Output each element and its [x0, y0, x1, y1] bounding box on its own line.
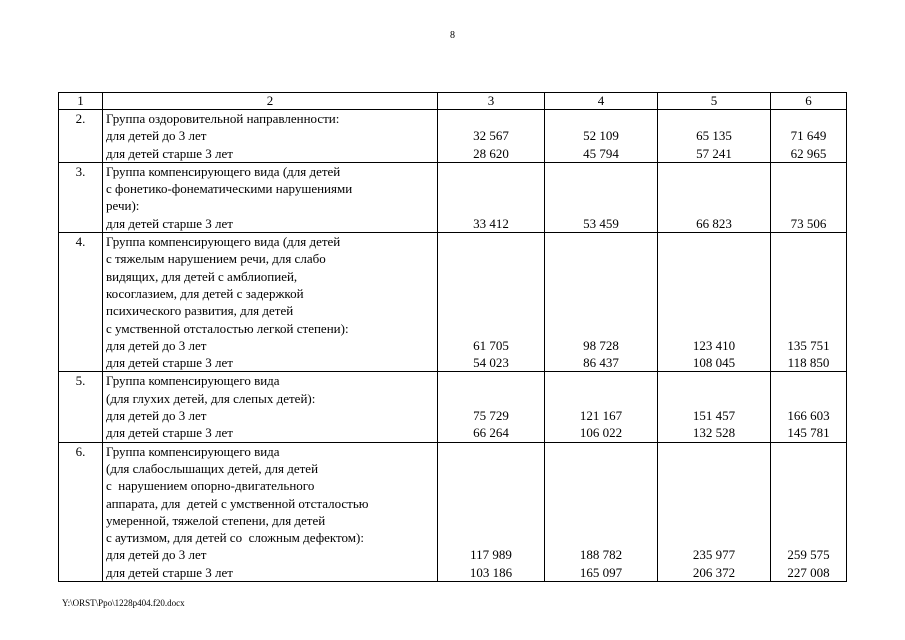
value-cell-c6: [771, 162, 847, 232]
header-col-3: 3: [438, 93, 545, 110]
value: 151 457: [692, 408, 736, 424]
value-cell-c5: [658, 372, 771, 442]
description-line: с фонетико-фонематическими нарушениями: [106, 181, 353, 197]
footer-file-path: Y:\ORST\Ppo\1228p404.f20.docx: [62, 598, 185, 608]
row-number: 2.: [59, 110, 103, 163]
header-col-2: 2: [103, 93, 438, 110]
value-cell-c6: [771, 233, 847, 372]
row-description: [103, 442, 438, 581]
value-cell-c5: [658, 110, 771, 163]
table-row: [59, 233, 847, 372]
value-cell-c4: [545, 110, 658, 163]
value: 61 705: [473, 337, 509, 353]
value: 108 045: [692, 355, 736, 371]
table-row: [59, 110, 847, 163]
value-cell-c3: [438, 442, 545, 581]
row-number: 4.: [59, 233, 103, 372]
value: 118 850: [787, 355, 830, 371]
tariff-table: [58, 92, 847, 582]
table-row: [59, 372, 847, 442]
value-cell-c4: [545, 162, 658, 232]
value: 98 728: [583, 337, 619, 353]
value: 227 008: [787, 564, 830, 580]
table-row: [59, 162, 847, 232]
value: 121 167: [579, 408, 623, 424]
header-col-6: 6: [771, 93, 847, 110]
value-cell-c3: [438, 162, 545, 232]
value: 32 567: [473, 128, 509, 144]
description-line: с тяжелым нарушением речи, для слабо: [106, 251, 326, 267]
value-cell-c3: [438, 372, 545, 442]
value-cell-c6: [771, 110, 847, 163]
row-number: 5.: [59, 372, 103, 442]
value: 66 823: [696, 215, 732, 231]
value: 28 620: [473, 145, 509, 161]
value: 75 729: [473, 408, 509, 424]
value-cell-c6: [771, 372, 847, 442]
description-line: Группа оздоровительной направленности:: [106, 111, 340, 126]
description-line: для детей старше 3 лет: [106, 215, 233, 231]
value: 188 782: [579, 547, 623, 563]
description-line: косоглазием, для детей с задержкой: [106, 285, 304, 301]
value: 135 751: [787, 337, 830, 353]
value: 71 649: [790, 128, 827, 144]
value: 235 977: [692, 547, 736, 563]
value-cell-c6: [771, 442, 847, 581]
header-col-1: 1: [59, 93, 103, 110]
description-line: Группа компенсирующего вида (для детей: [106, 234, 341, 250]
row-description: [103, 372, 438, 442]
value: 86 437: [583, 355, 619, 371]
value: 123 410: [692, 337, 736, 353]
row-number: 6.: [59, 442, 103, 581]
description-line: для детей до 3 лет: [106, 128, 207, 144]
value: 259 575: [787, 547, 830, 563]
row-number: 3.: [59, 162, 103, 232]
value: 45 794: [583, 145, 619, 161]
value: 52 109: [583, 128, 619, 144]
table-header-row: [59, 93, 847, 110]
value: 57 241: [696, 145, 732, 161]
page-number: 8: [450, 30, 455, 41]
description-line: для детей старше 3 лет: [106, 355, 233, 371]
row-description: [103, 233, 438, 372]
description-line: для детей до 3 лет: [106, 337, 207, 353]
value-cell-c5: [658, 442, 771, 581]
description-line: речи):: [106, 198, 140, 214]
description-line: с нарушением опорно-двигательного: [106, 478, 315, 494]
value-cell-c4: [545, 233, 658, 372]
value: 145 781: [787, 425, 830, 441]
header-col-4: 4: [545, 93, 658, 110]
description-line: умеренной, тяжелой степени, для детей: [106, 512, 326, 528]
row-description: [103, 110, 438, 163]
value: 62 965: [790, 145, 827, 161]
description-line: Группа компенсирующего вида (для детей: [106, 163, 341, 179]
value-cell-c3: [438, 233, 545, 372]
description-line: с аутизмом, для детей со сложным дефектом):: [106, 530, 364, 546]
description-line: с умственной отсталостью легкой степени):: [106, 320, 349, 336]
value-cell-c4: [545, 372, 658, 442]
value: 73 506: [790, 215, 827, 231]
value-cell-c5: [658, 162, 771, 232]
description-line: психического развития, для детей: [106, 303, 294, 319]
value: 106 022: [579, 425, 623, 441]
value: 103 186: [469, 564, 513, 580]
description-line: видящих, для детей с амблиопией,: [106, 268, 298, 284]
row-description: [103, 162, 438, 232]
value: 132 528: [692, 425, 736, 441]
description-line: для детей до 3 лет: [106, 547, 207, 563]
value: 206 372: [692, 564, 736, 580]
description-line: аппарата, для детей с умственной отсталостью: [106, 495, 369, 511]
description-line: для детей старше 3 лет: [106, 425, 233, 441]
header-col-5: 5: [658, 93, 771, 110]
description-line: (для слабослышащих детей, для детей: [106, 460, 319, 476]
value-cell-c3: [438, 110, 545, 163]
value: 53 459: [583, 215, 619, 231]
value: 117 989: [470, 547, 512, 563]
description-line: для детей до 3 лет: [106, 408, 207, 424]
description-line: Группа компенсирующего вида: [106, 443, 280, 459]
value: 65 135: [696, 128, 732, 144]
description-line: (для глухих детей, для слепых детей):: [106, 390, 316, 406]
description-line: для детей старше 3 лет: [106, 145, 233, 161]
table-row: [59, 442, 847, 581]
description-line: Группа компенсирующего вида: [106, 373, 280, 389]
value-cell-c5: [658, 233, 771, 372]
description-line: для детей старше 3 лет: [106, 564, 233, 580]
value: 33 412: [473, 215, 509, 231]
value: 165 097: [579, 564, 623, 580]
value: 166 603: [787, 408, 830, 424]
value: 54 023: [473, 355, 509, 371]
value-cell-c4: [545, 442, 658, 581]
value: 66 264: [473, 425, 509, 441]
